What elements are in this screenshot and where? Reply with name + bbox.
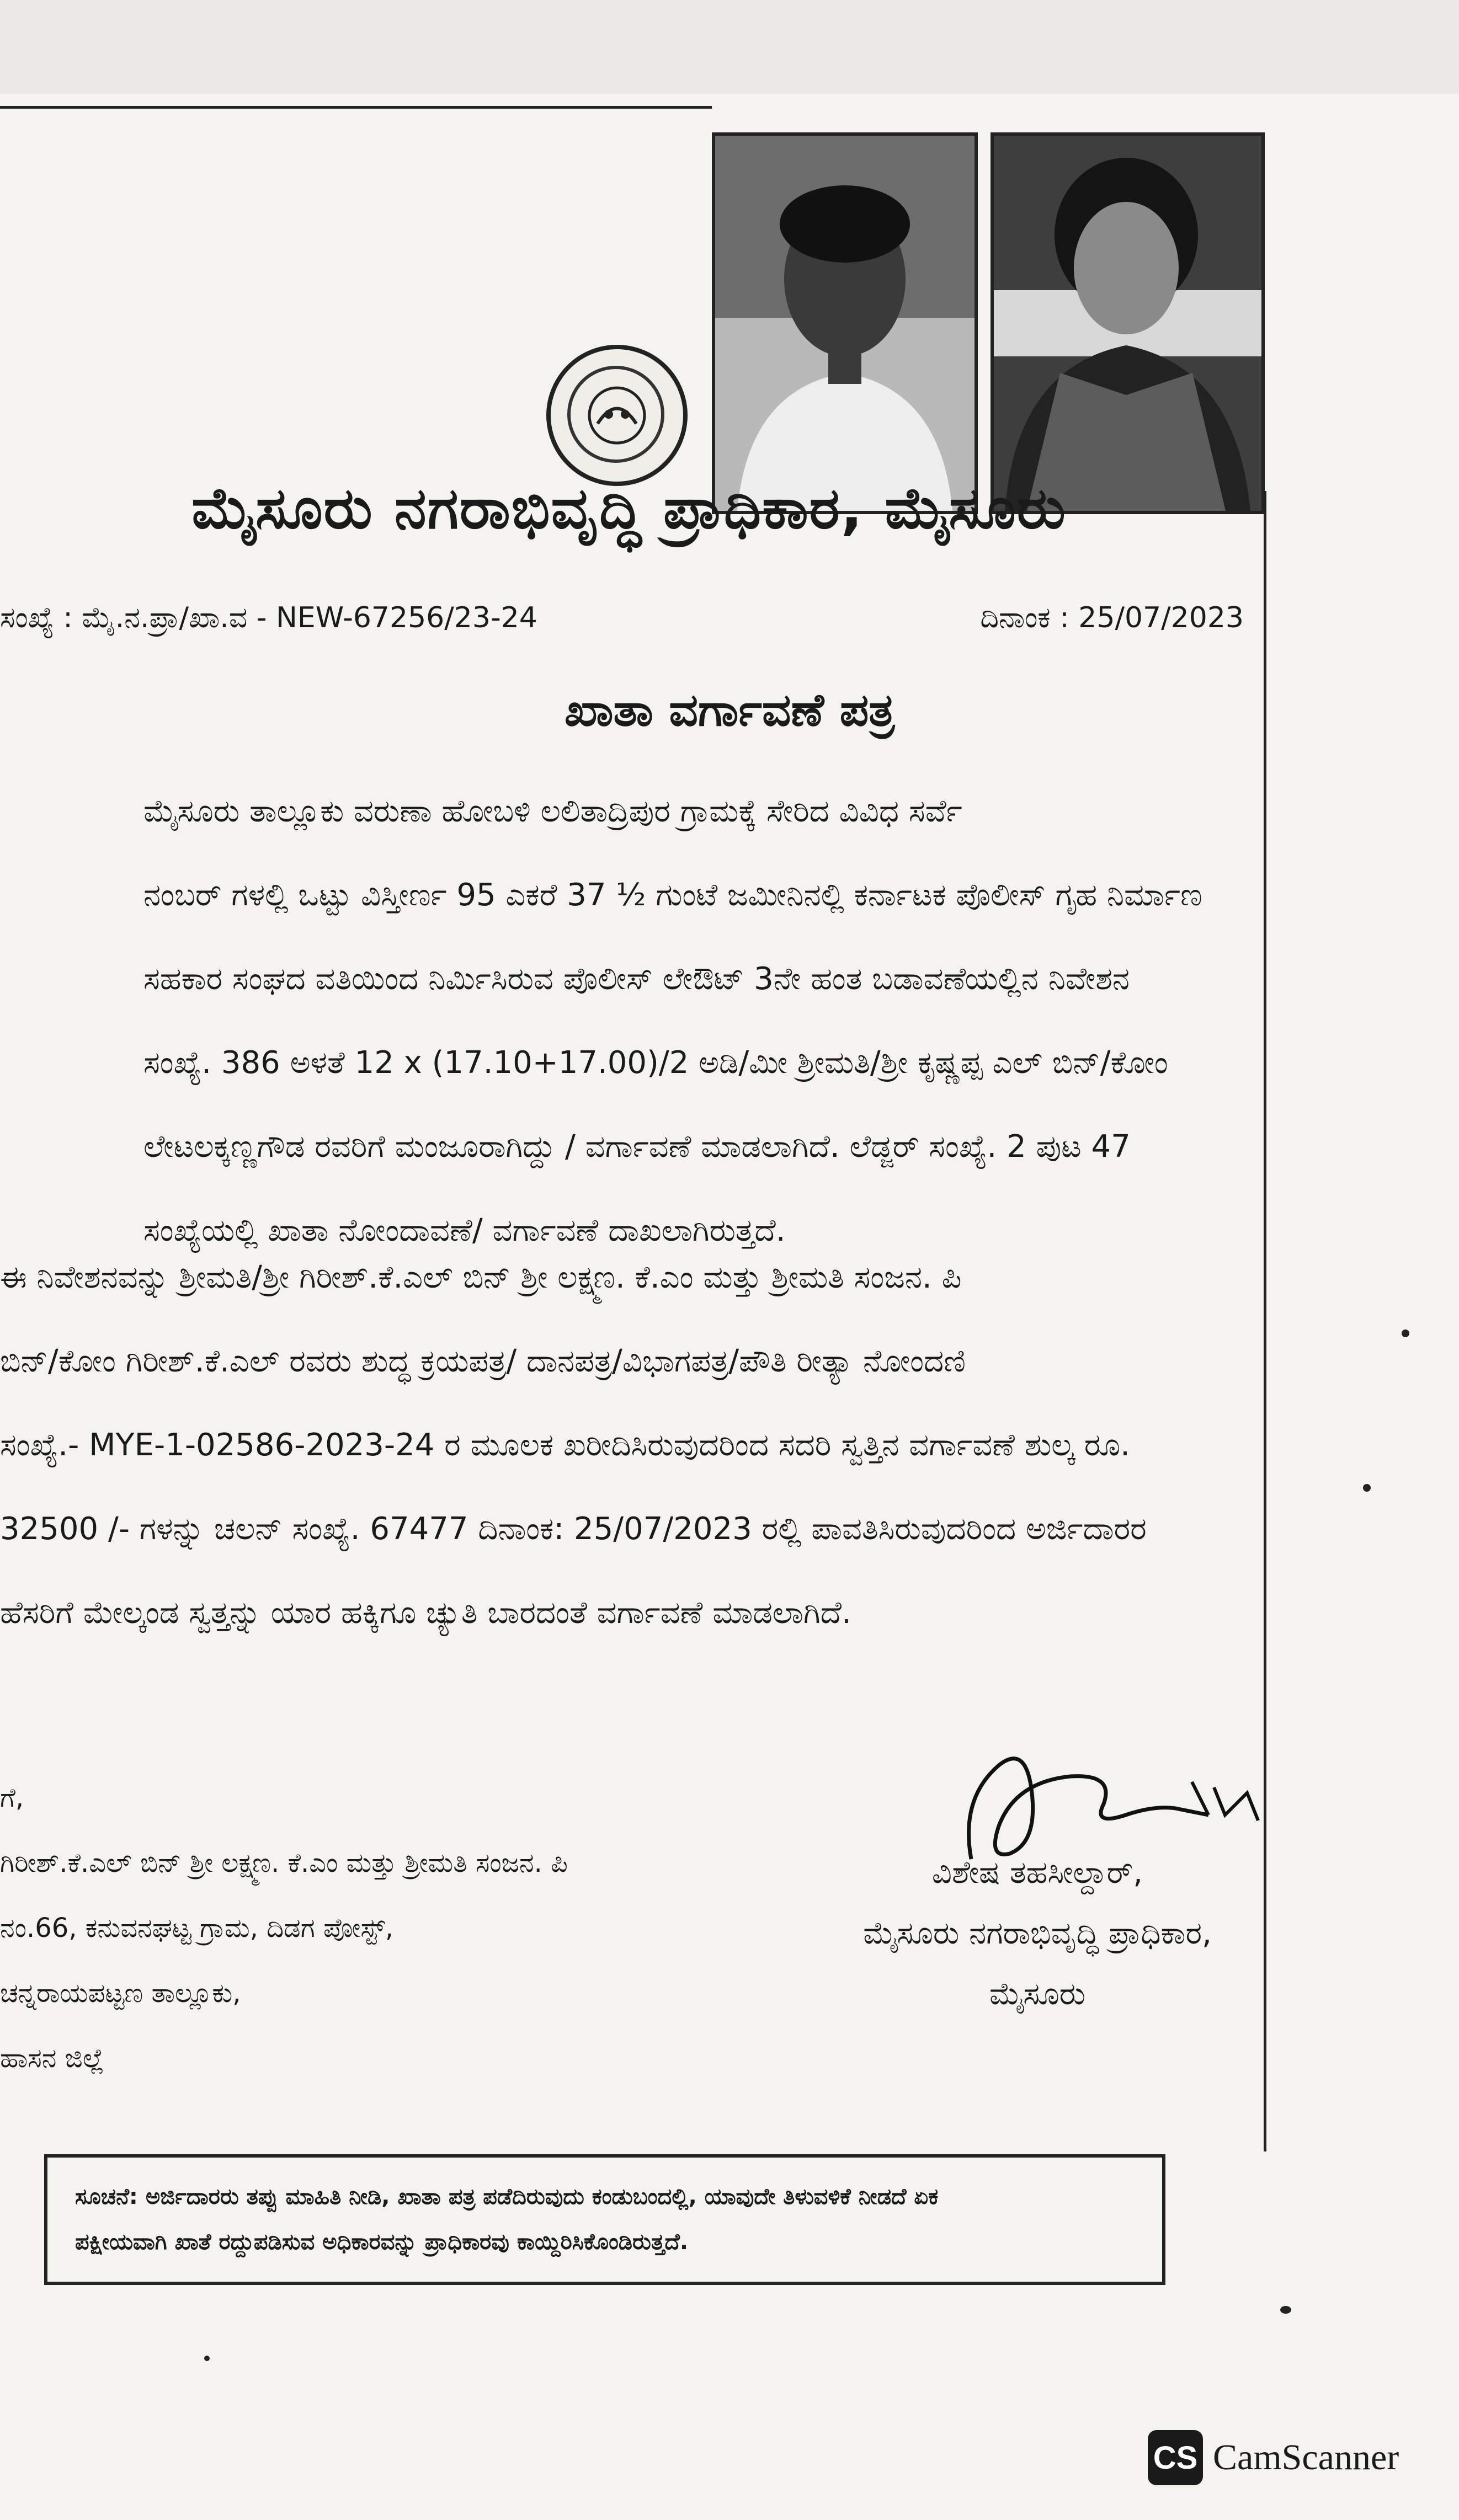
paragraph-line: ಸಹಕಾರ ಸಂಘದ ವತಿಯಿಂದ ನಿರ್ಮಿಸಿರುವ ಪೊಲೀಸ್ ಲೇಔಟ್ 3ನೇ ಹಂತ ಬಡಾವಣೆಯಲ್ಲಿನ ನಿವೇಶನ xyxy=(143,961,1130,997)
addressee-line: ಹಾಸನ ಜಿಲ್ಲೆ xyxy=(0,2043,104,2074)
signatory-designation: ವಿಶೇಷ ತಹಸೀಲ್ದಾರ್, xyxy=(931,1855,1143,1891)
paragraph-transfer xyxy=(0,1236,1264,1655)
paragraph-line: ಸಂಖ್ಯೆಯಲ್ಲಿ ಖಾತಾ ನೋಂದಾವಣೆ/ ವರ್ಗಾವಣೆ ದಾಖಲಾಗಿರುತ್ತದೆ. xyxy=(143,1213,786,1248)
signatory-city: ಮೈಸೂರು xyxy=(989,1976,1086,2012)
addressee-line: ಗಿರೀಶ್.ಕೆ.ಎಲ್ ಬಿನ್ ಶ್ರೀ ಲಕ್ಷ್ಮಣ. ಕೆ.ಎಂ ಮತ್ತು ಶ್ರೀಮತಿ ಸಂಜನ. ಪಿ xyxy=(0,1848,568,1878)
issue-date: ದಿನಾಂಕ : 25/07/2023 xyxy=(980,601,1244,634)
paragraph-line: ಸಂಖ್ಯೆ. 386 ಅಳತೆ 12 x (17.10+17.00)/2 ಅಡಿ/ಮೀ ಶ್ರೀಮತಿ/ಶ್ರೀ ಕೃಷ್ಣಪ್ಪ ಎಲ್ ಬಿನ್/ಕೋಂ xyxy=(143,1045,1168,1081)
paragraph-allotment xyxy=(0,770,1264,1273)
paragraph-line: ಮೈಸೂರು ತಾಲ್ಲೂಕು ವರುಣಾ ಹೋಬಳಿ ಲಲಿತಾದ್ರಿಪುರ ಗ್ರಾಮಕ್ಕೆ ಸೇರಿದ ವಿವಿಧ ಸರ್ವೆ xyxy=(143,793,962,829)
organization-title: ಮೈಸೂರು ನಗರಾಭಿವೃದ್ಧಿ ಪ್ರಾಧಿಕಾರ, ಮೈಸೂರು xyxy=(191,474,1067,542)
scan-speck xyxy=(1280,2306,1291,2314)
applicant-photo-female xyxy=(991,132,1265,514)
paragraph-line: ಲೇಟಲಕ್ಕಣ್ಣಗೌಡ ರವರಿಗೆ ಮಂಜೂರಾಗಿದ್ದು / ವರ್ಗಾವಣೆ ಮಾಡಲಾಗಿದೆ. ಲೆಡ್ಜರ್ ಸಂಖ್ಯೆ. 2 ಪುಟ 47 xyxy=(143,1129,1131,1165)
notice-box xyxy=(44,2154,1165,2285)
paragraph-line: ಸಂಖ್ಯೆ.- MYE-1-02586-2023-24 ರ ಮೂಲಕ ಖರೀದಿಸಿರುವುದರಿಂದ ಸದರಿ ಸ್ವತ್ತಿನ ವರ್ಗಾವಣೆ ಶುಲ್ಕ ರೂ. xyxy=(0,1427,1130,1463)
signatory-organization: ಮೈಸೂರು ನಗರಾಭಿವೃದ್ಧಿ ಪ್ರಾಧಿಕಾರ, xyxy=(863,1915,1212,1951)
paragraph-line: ಈ ನಿವೇಶನವನ್ನು ಶ್ರೀಮತಿ/ಶ್ರೀ ಗಿರೀಶ್.ಕೆ.ಎಲ್ ಬಿನ್ ಶ್ರೀ ಲಕ್ಷ್ಮಣ. ಕೆ.ಎಂ ಮತ್ತು ಶ್ರೀಮತಿ ಸಂಜನ. ಪಿ xyxy=(0,1259,962,1295)
addressee-line: ಚನ್ನರಾಯಪಟ್ಟಣ ತಾಲ್ಲೂಕು, xyxy=(0,1978,241,2009)
signatory-block xyxy=(817,1843,1258,2025)
document-title: ಖಾತಾ ವರ್ಗಾವಣೆ ಪತ್ರ xyxy=(564,684,895,736)
notice-line: ಪಕ್ಷೀಯವಾಗಿ ಖಾತೆ ರದ್ದುಪಡಿಸುವ ಅಧಿಕಾರವನ್ನು ಪ್ರಾಧಿಕಾರವು ಕಾಯ್ದಿರಿಸಿಕೊಂಡಿರುತ್ತದೆ. xyxy=(75,2229,689,2255)
camscanner-logo-icon: CS xyxy=(1148,2430,1203,2485)
scan-speck xyxy=(1402,1330,1409,1337)
notice-text xyxy=(75,2174,1140,2265)
addressee-line: ನಂ.66, ಕನುವನಘಟ್ಟ ಗ್ರಾಮ, ದಿಡಗ ಪೋಸ್ಟ್, xyxy=(0,1913,394,1944)
scan-speck xyxy=(1363,1484,1371,1492)
addressee-line: ಗೆ, xyxy=(0,1782,24,1813)
paragraph-line: ಬಿನ್/ಕೋಂ ಗಿರೀಶ್.ಕೆ.ಎಲ್ ರವರು ಶುದ್ಧ ಕ್ರಯಪತ್ರ/ ದಾನಪತ್ರ/ವಿಭಾಗಪತ್ರ/ಪೌತಿ ರೀತ್ಯಾ ನೋಂದಣಿ xyxy=(0,1343,966,1379)
frame-top-line xyxy=(0,106,712,109)
authority-seal xyxy=(546,345,688,486)
scan-speck xyxy=(204,2356,210,2361)
notice-line: ಸೂಚನೆ: ಅರ್ಜಿದಾರರು ತಪ್ಪು ಮಾಹಿತಿ ನೀಡಿ, ಖಾತಾ ಪತ್ರ ಪಡೆದಿರುವುದು ಕಂಡುಬಂದಲ್ಲಿ, ಯಾವುದೇ ತಿಳುವಳಿಕೆ ನೀಡದೆ ಏಕ xyxy=(75,2184,939,2209)
reference-number: ಸಂಖ್ಯೆ : ಮೈ.ನ.ಪ್ರಾ/ಖಾ.ವ - NEW-67256/23-24 xyxy=(0,601,537,634)
frame-right-line xyxy=(1264,491,1266,2151)
paragraph-line: 32500 /- ಗಳನ್ನು ಚಲನ್ ಸಂಖ್ಯೆ. 67477 ದಿನಾಂಕ: 25/07/2023 ರಲ್ಲಿ ಪಾವತಿಸಿರುವುದರಿಂದ ಅರ್ಜಿದಾರರ xyxy=(0,1511,1147,1547)
seal-emblem-icon xyxy=(551,349,683,482)
paragraph-line: ಹೆಸರಿಗೆ ಮೇಲ್ಕಂಡ ಸ್ವತ್ತನ್ನು ಯಾರ ಹಕ್ಕಿಗೂ ಚ್ಯುತಿ ಬಾರದಂತೆ ವರ್ಗಾವಣೆ ಮಾಡಲಾಗಿದೆ. xyxy=(0,1595,851,1631)
applicant-photo-male xyxy=(712,132,978,514)
addressee-block xyxy=(0,1765,568,2091)
camscanner-watermark xyxy=(1148,2427,1399,2488)
camscanner-label: CamScanner xyxy=(1213,2437,1399,2478)
paragraph-line: ನಂಬರ್ ಗಳಲ್ಲಿ ಒಟ್ಟು ವಿಸ್ತೀರ್ಣ 95 ಎಕರೆ 37 ½ ಗುಂಟೆ ಜಮೀನಿನಲ್ಲಿ ಕರ್ನಾಟಕ ಪೊಲೀಸ್ ಗೃಹ ನಿರ್ಮಾಣ xyxy=(143,877,1202,913)
